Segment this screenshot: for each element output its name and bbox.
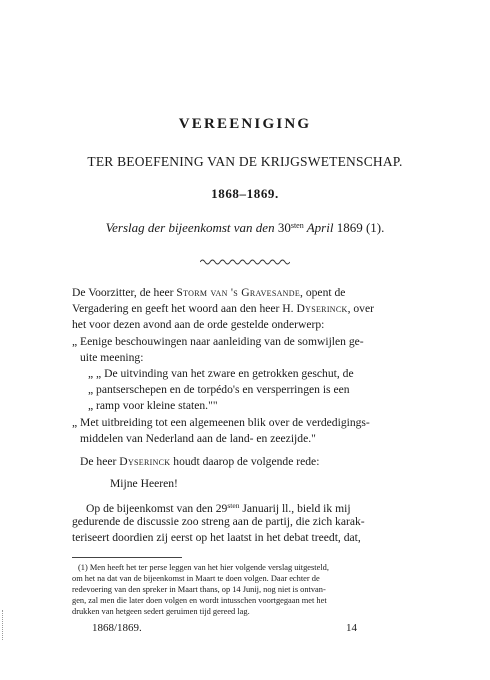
person-name: Dyserinck xyxy=(296,302,348,315)
footnote-line: redevoering van den spreker in Maart thans, op 14 Junij, nog niet is ontvan- xyxy=(72,585,326,594)
text-run: Vergadering en geeft het woord aan den heer H. xyxy=(72,302,294,315)
footnote-line: (1) Men heeft het ter perse leggen van het hier volgende verslag uitgesteld, xyxy=(78,563,329,572)
quote-line: uite meening: xyxy=(80,351,144,364)
quote-line: „ „ De uitvinding van het zware en getrokken geschut, de xyxy=(88,367,354,380)
text-run: De heer xyxy=(80,455,117,468)
report-day-suffix: sten xyxy=(290,221,304,230)
session-years: 1868–1869. xyxy=(211,186,279,201)
quote-line: middelen van Nederland aan de land- en zeezijde." xyxy=(80,432,316,445)
sheet-number: 14 xyxy=(346,622,357,634)
paragraph-line: teriseert doordien zij eerst op het laatst in het debat treedt, dat, xyxy=(72,531,361,544)
text-run: , opent de xyxy=(300,286,346,299)
report-day: 30 xyxy=(277,220,291,235)
quote-line: „ Eenige beschouwingen naar aanleiding van de somwijlen ge- xyxy=(72,335,364,348)
footnote-rule xyxy=(72,557,182,558)
footnote-line: gen, zal men die later doen volgen en wordt intusschen voortgegaan met het xyxy=(72,596,327,605)
report-title-prefix: Verslag der bijeenkomst van den xyxy=(105,220,275,235)
quote-line: „ Met uitbreiding tot een algemeenen blik over de verdedigings- xyxy=(72,416,370,429)
margin-mark xyxy=(2,610,7,640)
footnote-line: drukken van hetgeen sedert geruimen tijd gereed lag. xyxy=(72,607,250,616)
paragraph-line xyxy=(72,302,374,316)
ordinal-suffix: sten xyxy=(227,501,240,510)
text-run: Januarij ll., bield ik mij xyxy=(242,502,351,515)
paragraph-line: gedurende de discussie zoo streng aan de partij, die zich karak- xyxy=(72,515,365,528)
sheet-signature: 1868/1869. xyxy=(92,622,142,634)
report-year: 1869 (1). xyxy=(336,220,385,235)
quote-line: „ pantserschepen en de torpédo's en versperringen is een xyxy=(88,383,350,396)
text-run: Op de bijeenkomst van den 29 xyxy=(86,502,228,515)
society-subtitle: TER BEOEFENING VAN DE KRIJGSWETENSCHAP. xyxy=(87,154,403,169)
text-run: , over xyxy=(347,302,374,315)
report-title xyxy=(0,220,490,236)
text-run: houdt daarop de volgende rede: xyxy=(173,455,320,468)
person-name: Dyserinck xyxy=(119,455,171,468)
quote-line: „ ramp voor kleine staten."" xyxy=(88,399,218,412)
report-month: April xyxy=(306,220,334,235)
paragraph-line: het voor dezen avond aan de orde gestelde onderwerp: xyxy=(72,318,325,331)
person-name: Storm van 's Gravesande xyxy=(176,286,301,299)
salutation: Mijne Heeren! xyxy=(110,477,178,490)
paragraph-line xyxy=(80,455,319,469)
paragraph-line xyxy=(86,499,351,516)
ornament-divider-icon xyxy=(200,258,290,266)
footnote-line: om het na dat van de bijeenkomst in Maart te doen volgen. Daar echter de xyxy=(72,574,320,583)
text-run: De Voorzitter, de heer xyxy=(72,286,174,299)
society-title: VEREENIGING xyxy=(178,116,312,132)
paragraph-line xyxy=(72,286,345,300)
